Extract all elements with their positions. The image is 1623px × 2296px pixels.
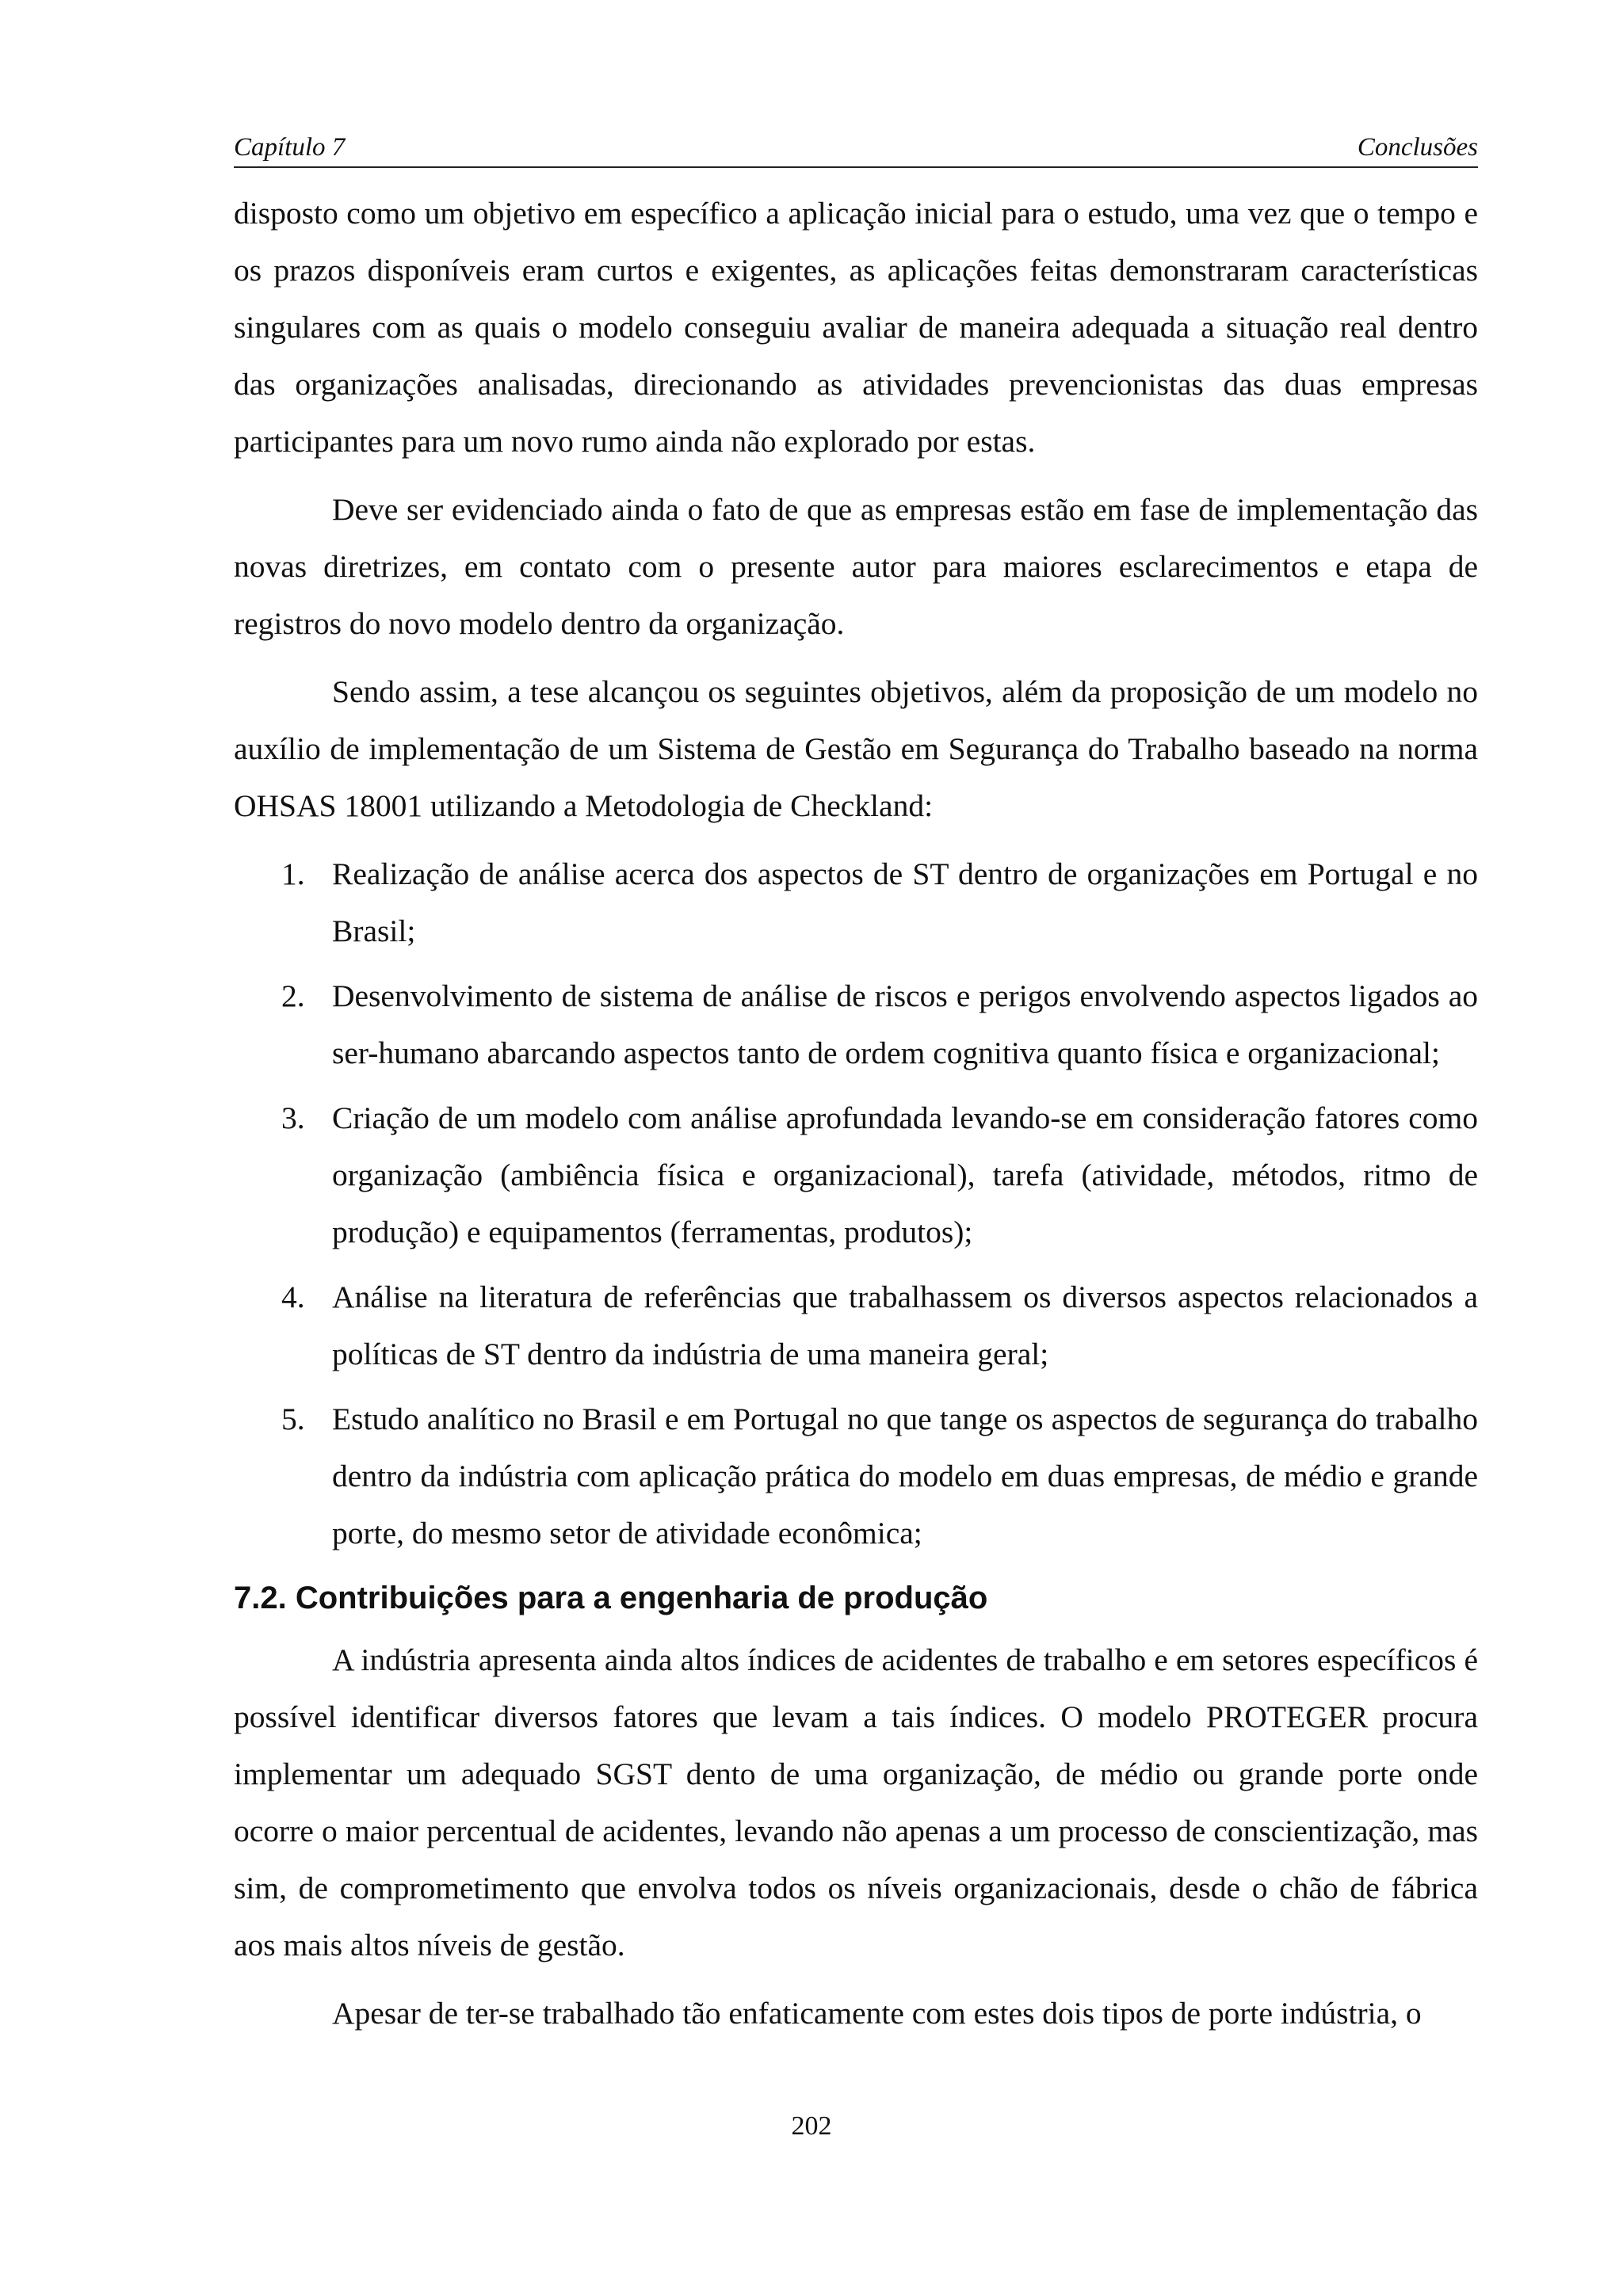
list-item (234, 1390, 1478, 1562)
list-item-number: 1. (281, 856, 305, 891)
list-item-number: 4. (281, 1280, 305, 1314)
paragraph-continuation: disposto como um objetivo em específico a aplicação inicial para o estudo, uma vez que o tempo e os prazos disponíveis eram curtos e exigentes, as aplicações feitas demonstraram características singulares com as quais o modelo conseguiu avaliar de maneira adequada a situação real dentro das organizações analisadas, direcionando as atividades prevencionistas das duas empresas participantes para um novo rumo ainda não explorado por estas. (234, 196, 1478, 459)
list-item-number: 2. (281, 978, 305, 1013)
header-section-title: Conclusões (1357, 133, 1478, 162)
objectives-list (234, 845, 1478, 1562)
page-body (234, 185, 1478, 2053)
running-header (234, 132, 1478, 168)
paragraph: Apesar de ter-se trabalhado tão enfaticamente com estes dois tipos de porte indústria, o (332, 1996, 1422, 2031)
list-item (234, 1268, 1478, 1383)
section-heading: 7.2. Contribuições para a engenharia de produção (234, 1581, 988, 1615)
paragraph: Deve ser evidenciado ainda o fato de que as empresas estão em fase de implementação das novas diretrizes, em contato com o presente autor para maiores esclarecimentos e etapa de registros do novo modelo dentro da organização. (234, 492, 1478, 641)
list-item-text: Análise na literatura de referências que trabalhassem os diversos aspectos relacionados a políticas de ST dentro da indústria de uma maneira geral; (332, 1280, 1478, 1371)
list-item (234, 967, 1478, 1081)
list-item-number: 5. (281, 1402, 305, 1436)
page-number: 202 (791, 2111, 832, 2141)
list-item (234, 845, 1478, 959)
list-item-text: Desenvolvimento de sistema de análise de riscos e perigos envolvendo aspectos ligados ao ser-humano abarcando aspectos tanto de ordem cognitiva quanto física e organizacional; (332, 978, 1478, 1070)
list-item-number: 3. (281, 1100, 305, 1135)
list-item-text: Realização de análise acerca dos aspectos de ST dentro de organizações em Portugal e no Brasil; (332, 856, 1478, 948)
paragraph: Sendo assim, a tese alcançou os seguintes objetivos, além da proposição de um modelo no auxílio de implementação de um Sistema de Gestão em Segurança do Trabalho baseado na norma OHSAS 18001 utilizando a Metodologia de Checkland: (234, 674, 1478, 823)
header-chapter: Capítulo 7 (234, 133, 346, 162)
list-item (234, 1089, 1478, 1261)
list-item-text: Estudo analítico no Brasil e em Portugal no que tange os aspectos de segurança do trabalho dentro da indústria com aplicação prática do modelo em duas empresas, de médio e grande porte, do mesmo setor de atividade econômica; (332, 1402, 1478, 1550)
list-item-text: Criação de um modelo com análise aprofundada levando-se em consideração fatores como organização (ambiência física e organizacional), tarefa (atividade, métodos, ritmo de produção) e equipamentos (ferramentas, produtos); (332, 1100, 1478, 1249)
paragraph: A indústria apresenta ainda altos índices de acidentes de trabalho e em setores específicos é possível identificar diversos fatores que levam a tais índices. O modelo PROTEGER procura implementar um adequado SGST dento de uma organização, de médio ou grande porte onde ocorre o maior percentual de acidentes, levando não apenas a um processo de conscientização, mas sim, de comprometimento que envolva todos os níveis organizacionais, desde o chão de fábrica aos mais altos níveis de gestão. (234, 1642, 1478, 1962)
